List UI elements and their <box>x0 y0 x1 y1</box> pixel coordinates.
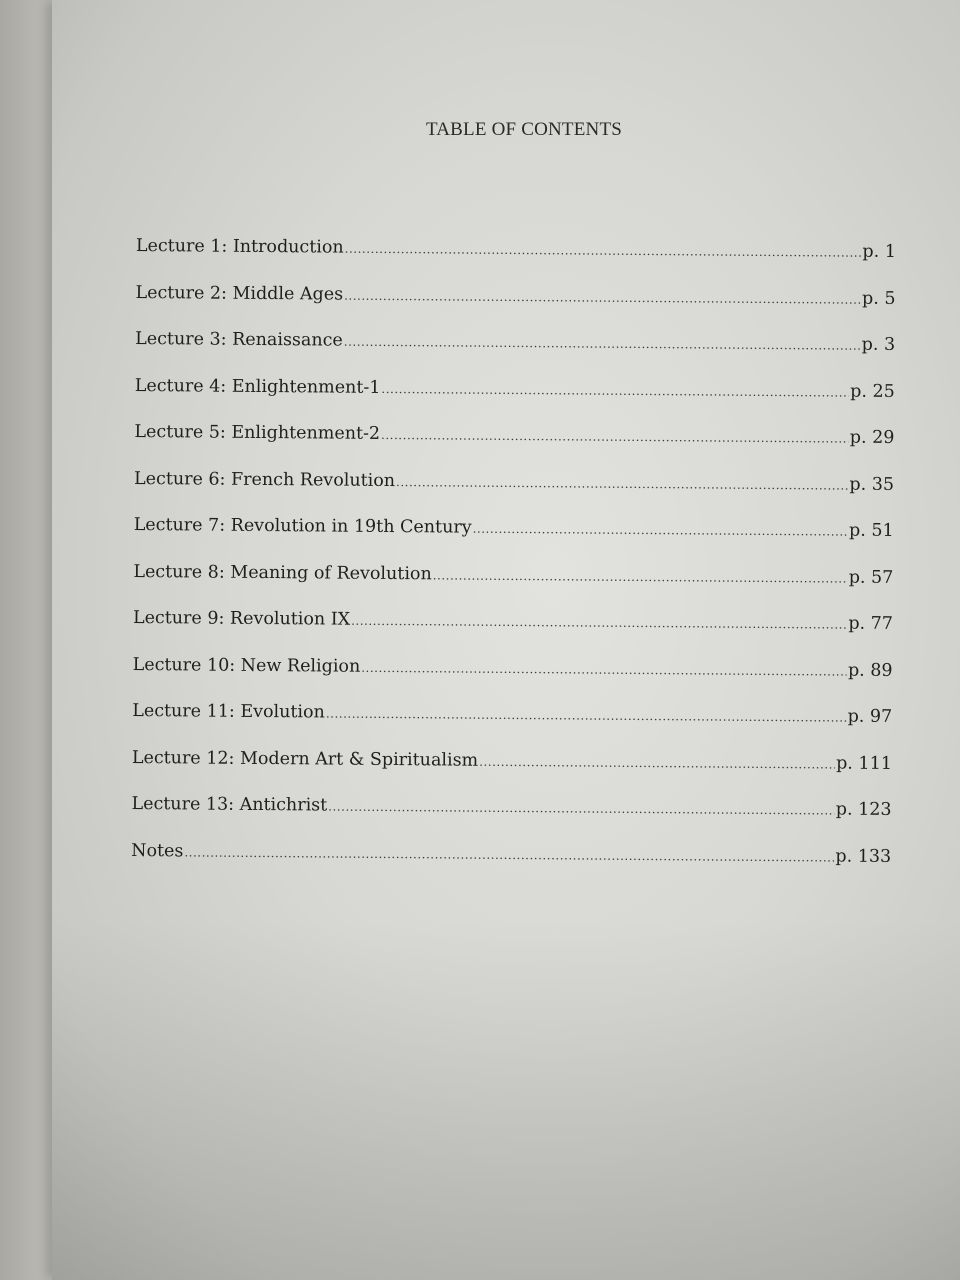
toc-entry-label: Lecture 8: Meaning of Revolution <box>133 561 432 584</box>
toc-entry-page: p. 97 <box>847 706 893 727</box>
toc-entry <box>133 515 893 567</box>
toc-entry <box>132 654 892 706</box>
toc-entry-page: p. 111 <box>836 753 892 774</box>
leader-dots <box>396 475 848 493</box>
toc-entry <box>134 468 894 520</box>
toc-entry-label: Lecture 5: Enlightenment-2 <box>134 421 381 444</box>
toc-entry-page: p. 35 <box>849 474 895 495</box>
toc-entry <box>133 608 893 660</box>
toc-entry-page: p. 133 <box>835 846 892 867</box>
leader-dots <box>433 568 848 585</box>
toc-entry-page: p. 77 <box>848 613 894 634</box>
toc-entry-label: Lecture 1: Introduction <box>135 236 344 258</box>
toc-entry-page: p. 1 <box>862 241 896 262</box>
leader-dots <box>326 707 847 725</box>
toc-entry <box>132 747 892 799</box>
toc-entry-label: Lecture 11: Evolution <box>132 700 325 723</box>
toc-entry-label: Lecture 10: New Religion <box>132 654 361 677</box>
toc-entry-label: Lecture 13: Antichrist <box>131 793 328 816</box>
page-title: TABLE OF CONTENTS <box>425 119 623 140</box>
toc-entry <box>131 794 891 846</box>
toc-entry-label: Lecture 7: Revolution in 19th Century <box>133 514 472 538</box>
document-page <box>52 0 960 1280</box>
toc-entry <box>132 701 892 753</box>
leader-dots <box>328 800 835 818</box>
toc-entry <box>134 422 894 474</box>
toc-entry-page: p. 3 <box>861 334 896 355</box>
toc-entry <box>133 561 893 613</box>
leader-dots <box>345 242 862 260</box>
leader-dots <box>381 381 849 399</box>
toc-entry-label: Lecture 3: Renaissance <box>135 328 343 351</box>
leader-dots <box>344 335 861 353</box>
leader-dots <box>479 754 835 771</box>
leader-dots <box>381 428 849 446</box>
leader-dots <box>351 614 847 632</box>
toc-entry-label: Lecture 4: Enlightenment-1 <box>134 375 381 398</box>
toc-entry-page: p. 57 <box>848 567 894 588</box>
toc-entry-page: p. 123 <box>835 799 892 820</box>
toc-entry-page: p. 89 <box>847 660 893 681</box>
toc-entry-label: Lecture 6: French Revolution <box>134 468 396 491</box>
toc-entry-page: p. 25 <box>850 381 895 402</box>
toc-entry-page: p. 51 <box>849 520 894 541</box>
toc-entry <box>135 329 895 381</box>
toc-entry-label: Lecture 2: Middle Ages <box>135 282 344 305</box>
toc-entry <box>135 375 895 427</box>
toc-entry <box>136 236 896 288</box>
leader-dots <box>361 660 847 678</box>
table-of-contents <box>131 236 896 893</box>
leader-dots <box>344 288 861 306</box>
toc-entry <box>135 282 895 334</box>
toc-entry-label: Lecture 12: Modern Art & Spiritualism <box>131 747 479 771</box>
toc-entry-page: p. 29 <box>849 427 895 448</box>
leader-dots <box>473 522 849 539</box>
toc-entry-label: Notes <box>131 840 184 861</box>
toc-entry-label: Lecture 9: Revolution IX <box>132 607 351 630</box>
toc-entry <box>131 840 891 892</box>
leader-dots <box>184 845 834 864</box>
toc-entry-page: p. 5 <box>861 288 896 309</box>
